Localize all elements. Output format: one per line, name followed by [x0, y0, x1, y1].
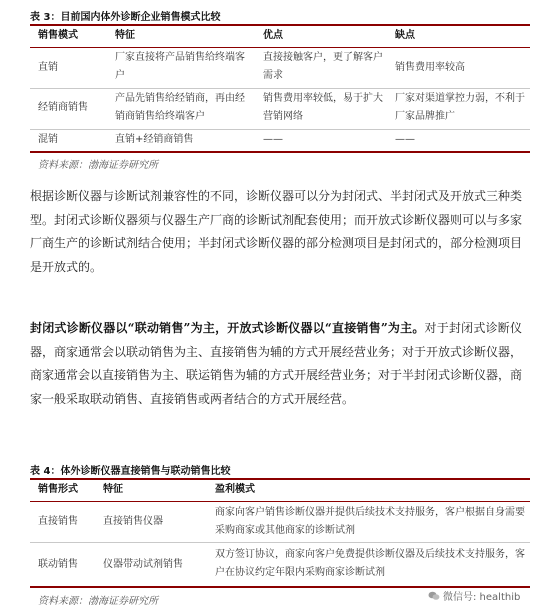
table3-title: 表 3：目前国内体外诊断企业销售模式比较	[30, 12, 221, 23]
table4-row2-form: 联动销售	[38, 559, 78, 570]
table3-row1-feature: 厂家直接将产品销售给终端客户	[115, 52, 245, 81]
table3-header-mode: 销售模式	[38, 30, 78, 41]
wechat-icon	[428, 591, 440, 601]
table4-source: 资料来源：渤海证券研究所	[38, 596, 158, 607]
table4-header-form: 销售形式	[38, 484, 78, 495]
table4-row1-form: 直接销售	[38, 516, 78, 527]
table4-row2-feature: 仪器带动试剂销售	[103, 559, 183, 570]
table4-row2-profit: 双方签订协议，商家向客户免费提供诊断仪器及后续技术支持服务，客户在协议约定年限内采购商家诊断试剂	[215, 549, 525, 578]
table4-top-rule	[30, 478, 530, 480]
table3-header-feature: 特征	[115, 30, 135, 41]
table3-row2-cons: 厂家对渠道掌控力弱，不利于厂家品牌推广	[395, 93, 525, 122]
table3-row2-feature: 产品先销售给经销商，再由经销商销售给终端客户	[115, 93, 245, 122]
table3-bottom-rule	[30, 151, 530, 153]
table4-row1-feature: 直接销售仪器	[103, 516, 163, 527]
table3-row3-pros: ——	[263, 134, 283, 145]
wechat-watermark-text: 微信号: healthib	[443, 592, 521, 603]
table3-row1-mode: 直销	[38, 62, 58, 73]
table3-source: 资料来源：渤海证券研究所	[38, 160, 158, 171]
table3-header-cons: 缺点	[395, 30, 415, 41]
table3-row1-cons: 销售费用率较高	[395, 62, 465, 73]
table3-row3-feature: 直销+经销商销售	[115, 134, 194, 145]
paragraph-instrument-types: 根据诊断仪器与诊断试剂兼容性的不同，诊断仪器可以分为封闭式、半封闭式及开放式三种类型。封闭式诊断仪器须与仪器生产厂商的诊断试剂配套使用；而开放式诊断仪器则可以与多家厂商生产的诊断试剂结合使用；半封闭式诊断仪器的部分检测项目是封闭式的，部分检测项目是开放式的。	[30, 189, 523, 274]
wechat-watermark	[428, 588, 520, 603]
paragraph-sales-modes	[30, 317, 522, 411]
table3-row3-cons: ——	[395, 134, 415, 145]
table4-header-rule	[30, 501, 530, 502]
table3-row2-divider	[30, 129, 530, 130]
table3-row2-mode: 经销商销售	[38, 102, 88, 113]
table3-header-rule	[30, 47, 530, 48]
table3-top-rule	[30, 24, 530, 26]
table3-row2-pros: 销售费用率较低，易于扩大营销网络	[263, 93, 383, 122]
table3-row3-mode: 混销	[38, 134, 58, 145]
table4-header-feature: 特征	[103, 484, 123, 495]
paragraph-sales-modes-body: 对于封闭式诊断仪器，商家通常会以联动销售为主、直接销售为辅的方式开展经营业务；对于开放式诊断仪器，商家通常会以直接销售为主、联运销售为辅的方式开展经营业务；对于半封闭式诊断仪器，商家一般采取联动销售、直接销售或两者结合的方式开展经营。	[30, 321, 523, 406]
table3-header-pros: 优点	[263, 30, 283, 41]
table4-row1-profit: 商家向客户销售诊断仪器并提供后续技术支持服务，客户根据自身需要采购商家或其他商家的诊断试剂	[215, 507, 525, 536]
table4-title: 表 4：体外诊断仪器直接销售与联动销售比较	[30, 466, 231, 477]
table3-row1-divider	[30, 88, 530, 89]
table4-header-profit: 盈利模式	[215, 484, 255, 495]
table4-row1-divider	[30, 542, 530, 543]
table3-row1-pros: 直接接触客户，更了解客户需求	[263, 52, 383, 81]
paragraph-sales-modes-lead: 封闭式诊断仪器以“联动销售”为主，开放式诊断仪器以“直接销售”为主。	[30, 321, 425, 335]
